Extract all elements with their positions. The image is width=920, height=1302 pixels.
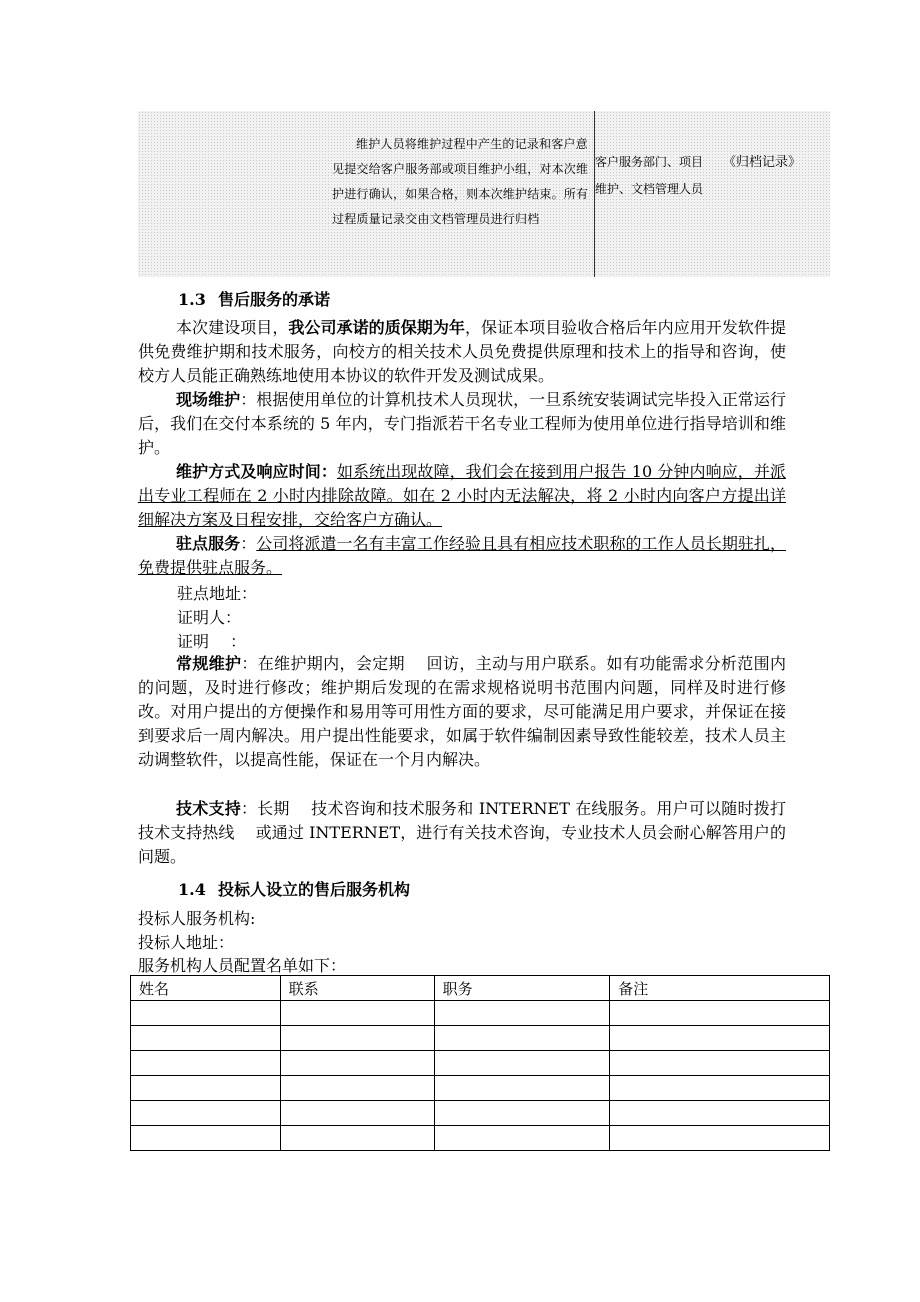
proof-line: 证明 ： — [177, 632, 247, 651]
table-cell-responsible: 客户服务部门、项目维护、文档管理人员 — [594, 111, 714, 277]
response-label: 维护方式及响应时间： — [176, 462, 337, 481]
staff-table — [130, 975, 830, 1151]
header-name: 姓名 — [131, 976, 281, 1001]
onsite-label: 现场维护 — [176, 390, 241, 409]
table-row — [131, 1051, 830, 1076]
resident-label: 驻点服务 — [176, 534, 241, 553]
table-header-row — [131, 976, 830, 1001]
section-heading-1-3 — [178, 287, 330, 310]
table-row — [131, 1101, 830, 1126]
table-row — [131, 1076, 830, 1101]
maintenance-process-table-row — [138, 111, 830, 277]
section-heading-1-4 — [178, 877, 410, 900]
onsite-maintenance-paragraph: 现场维护：根据使用单位的计算机技术人员现状，一旦系统安装调试完毕投入正常运行后，我们在交付本系统的 5 年内，专门指派若干名专业工程师为使用单位进行指导培训和维护。 — [138, 390, 786, 457]
response-time-paragraph: 维护方式及响应时间：如系统出现故障，我们会在接到用户报告 10 分钟内响应，并派出专业工程师在 2 小时内排除故障。如在 2 小时内无法解决，将 2 小时内向客户方提出详细解决方案及日程安排，交给客户方确认。 — [138, 462, 786, 529]
header-position: 职务 — [434, 976, 610, 1001]
warranty-paragraph: 本次建设项目，我公司承诺的质保期为年，保证本项目验收合格后年内应用开发软件提供免费维护期和技术服务，向校方的相关技术人员免费提供原理和技术上的指导和咨询，使校方人员能正确熟练地使用本协议的软件开发及测试成果。 — [138, 318, 786, 385]
table-row — [131, 1001, 830, 1026]
section-number: 1.4 — [178, 880, 206, 899]
tech-support-paragraph: 技术支持：长期 技术咨询和技术服务和 INTERNET 在线服务。用户可以随时拨打技术支持热线 或通过 INTERNET，进行有关技术咨询，专业技术人员会耐心解答用户的问题。 — [138, 799, 786, 866]
header-remarks: 备注 — [610, 976, 830, 1001]
resident-service-paragraph: 驻点服务：公司将派遣一名有丰富工作经验且具有相应技术职称的工作人员长期驻扎，免费提供驻点服务。 — [138, 534, 786, 577]
header-contact: 联系 — [280, 976, 434, 1001]
table-cell-record: 《归档记录》 — [723, 155, 802, 170]
table-row — [131, 1026, 830, 1051]
witness-line: 证明人： — [177, 608, 242, 627]
table-cell-empty — [138, 111, 332, 277]
staff-intro-line: 服务机构人员配置名单如下： — [138, 956, 347, 975]
resident-address-line: 驻点地址： — [177, 584, 258, 603]
support-label: 技术支持 — [176, 799, 241, 818]
warranty-period-text: 我公司承诺的质保期为年 — [288, 318, 465, 337]
routine-maintenance-paragraph: 常规维护：在维护期内，会定期 回访，主动与用户联系。如有功能需求分析范围内的问题，及时进行修改；维护期后发现的在需求规格说明书范围内问题，同样及时进行修改。对用户提出的方便操作和易用等可用性方面的要求，尽可能满足用户要求，并保证在接到要求后一周内解决。用户提出性能要求，如属于软件编制因素导致性能较差，技术人员主动调整软件，以提高性能，保证在一个月内解决。 — [138, 654, 786, 769]
section-title: 售后服务的承诺 — [218, 290, 331, 309]
table-cell-description: 维护人员将维护过程中产生的记录和客户意见提交给客户服务部或项目维护小组，对本次维护进行确认，如果合格，则本次维护结束。所有过程质量记录交由文档管理员进行归档 — [332, 137, 589, 226]
routine-label: 常规维护 — [176, 654, 242, 673]
bidder-org-line: 投标人服务机构: — [138, 909, 256, 928]
section-title: 投标人设立的售后服务机构 — [218, 880, 411, 899]
table-row — [131, 1126, 830, 1151]
section-number: 1.3 — [178, 290, 206, 309]
bidder-address-line: 投标人地址： — [138, 933, 235, 952]
